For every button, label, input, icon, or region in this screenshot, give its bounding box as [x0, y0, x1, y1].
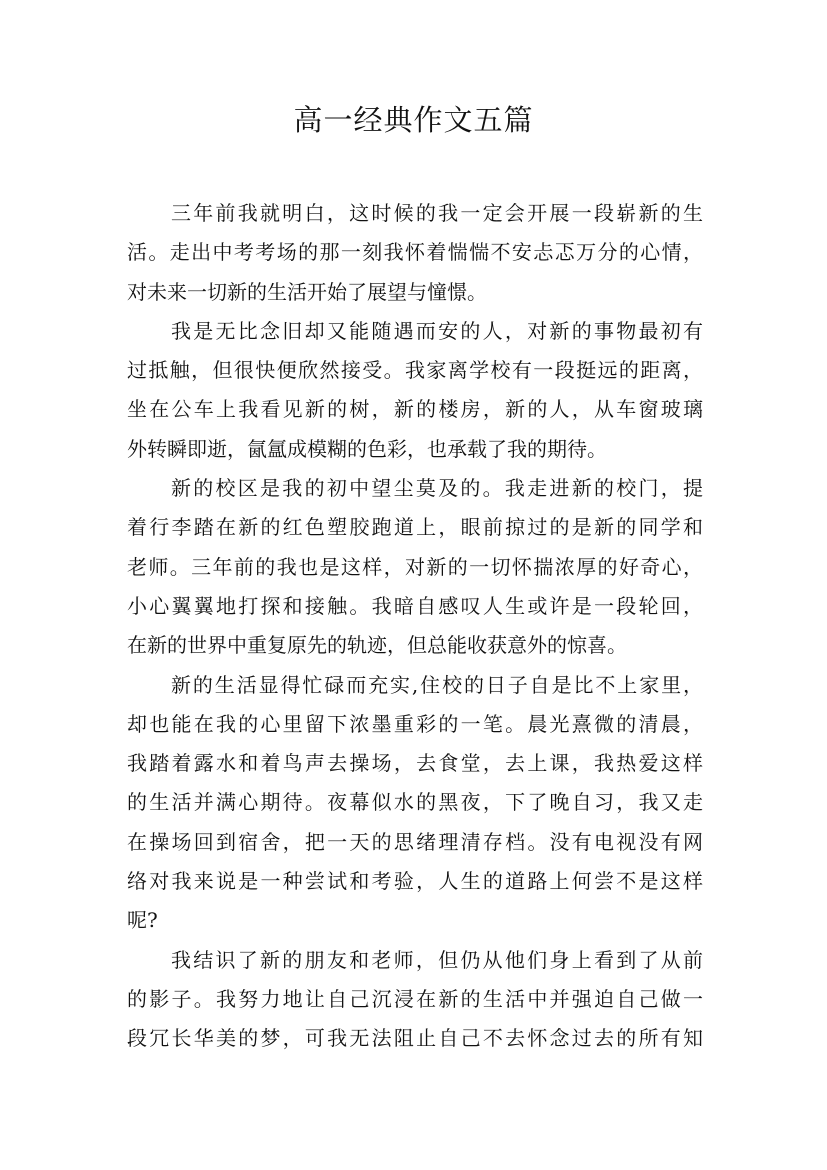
text-line: 老师。三年前的我也是这样，对新的一切怀揣浓厚的好奇心，	[127, 554, 703, 579]
text-line: 过抵触，但很快便欣然接受。我家离学校有一段挺远的距离，	[127, 358, 703, 383]
text-line: 外转瞬即逝，氤氲成模糊的色彩，也承载了我的期待。	[127, 436, 607, 461]
text-line: 在操场回到宿舍，把一天的思绪理清存档。没有电视没有网	[127, 829, 703, 854]
text-line: 着行李踏在新的红色塑胶跑道上，眼前掠过的是新的同学和	[127, 515, 703, 540]
document-body	[127, 195, 703, 1060]
text-line: 在新的世界中重复原先的轨迹，但总能收获意外的惊喜。	[127, 633, 627, 658]
text-line: 的生活并满心期待。夜幕似水的黑夜，下了晚自习，我又走	[127, 790, 703, 815]
text-line: 活。走出中考考场的那一刻我怀着惴惴不安忐忑万分的心情，	[127, 240, 703, 265]
text-line: 我是无比念旧却又能随遇而安的人，对新的事物最初有	[171, 318, 703, 343]
text-line: 我结识了新的朋友和老师，但仍从他们身上看到了从前	[171, 947, 703, 972]
text-line: 络对我来说是一种尝试和考验，人生的道路上何尝不是这样	[127, 869, 703, 894]
text-line: 小心翼翼地打探和接触。我暗自感叹人生或许是一段轮回，	[127, 593, 703, 618]
text-line: 却也能在我的心里留下浓墨重彩的一笔。晨光熹微的清晨，	[127, 711, 703, 736]
text-line: 新的校区是我的初中望尘莫及的。我走进新的校门，提	[171, 476, 703, 501]
text-line: 坐在公车上我看见新的树，新的楼房，新的人，从车窗玻璃	[127, 397, 703, 422]
text-line: 对未来一切新的生活开始了展望与憧憬。	[127, 279, 487, 304]
text-line: 段冗长华美的梦，可我无法阻止自己不去怀念过去的所有知	[127, 1026, 703, 1051]
text-line: 新的生活显得忙碌而充实,住校的日子自是比不上家里，	[171, 672, 703, 697]
document-title: 高一经典作文五篇	[293, 103, 534, 137]
text-line: 三年前我就明白，这时候的我一定会开展一段崭新的生	[171, 201, 703, 225]
text-line: 的影子。我努力地让自己沉浸在新的生活中并强迫自己做一	[127, 986, 703, 1011]
text-line: 我踏着露水和着鸟声去操场，去食堂，去上课，我热爱这样	[127, 751, 703, 776]
text-line: 呢?	[127, 908, 158, 933]
